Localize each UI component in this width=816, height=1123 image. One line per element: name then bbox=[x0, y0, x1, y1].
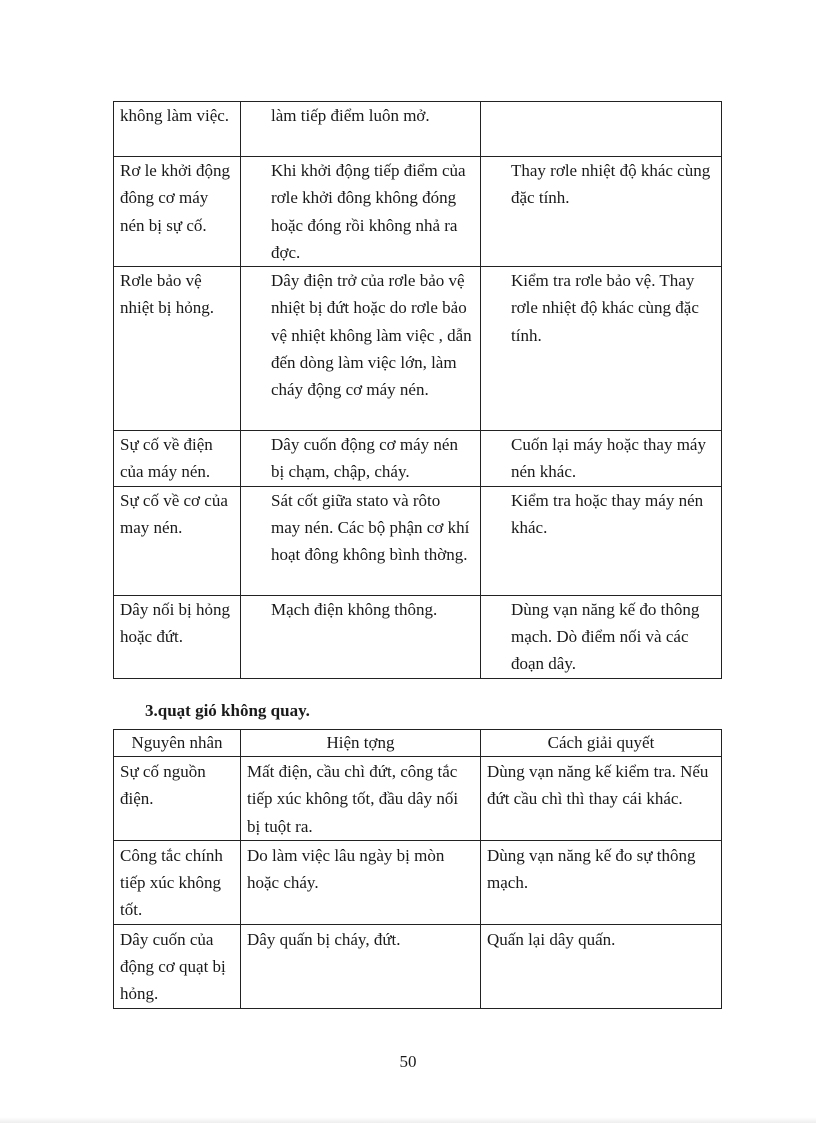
solution-cell: Kiểm tra hoặc thay máy nén khác. bbox=[481, 486, 722, 595]
solution-cell: Dùng vạn năng kế kiểm tra. Nếu đứt cầu chì thì thay cái khác. bbox=[481, 757, 722, 841]
cause-cell: Sự cố nguồn điện. bbox=[114, 757, 241, 841]
cause-cell: Công tắc chính tiếp xúc không tốt. bbox=[114, 840, 241, 924]
table-row bbox=[114, 924, 722, 1008]
symptom-cell: Do làm việc lâu ngày bị mòn hoặc cháy. bbox=[241, 840, 481, 924]
solution-cell: Quấn lại dây quấn. bbox=[481, 924, 722, 1008]
troubleshooting-table-fan bbox=[113, 729, 722, 1009]
table-row bbox=[114, 157, 722, 267]
symptom-cell: Khi khởi động tiếp điểm của rơle khởi đông không đóng hoặc đóng rồi không nhả ra đợc. bbox=[241, 157, 481, 267]
table-row bbox=[114, 757, 722, 841]
solution-cell: Dùng vạn năng kế đo sự thông mạch. bbox=[481, 840, 722, 924]
symptom-cell: Dây cuốn động cơ máy nén bị chạm, chập, cháy. bbox=[241, 431, 481, 487]
column-header-solution: Cách giải quyết bbox=[481, 730, 722, 757]
table-row bbox=[114, 840, 722, 924]
table-row bbox=[114, 595, 722, 678]
solution-cell: Cuốn lại máy hoặc thay máy nén khác. bbox=[481, 431, 722, 487]
page-bottom-edge bbox=[0, 1117, 816, 1123]
table-row bbox=[114, 267, 722, 431]
cause-cell: Sự cố về cơ của may nén. bbox=[114, 486, 241, 595]
column-header-symptom: Hiện tợng bbox=[241, 730, 481, 757]
cause-cell: Dây nối bị hỏng hoặc đứt. bbox=[114, 595, 241, 678]
symptom-cell: Mất điện, cầu chì đứt, công tắc tiếp xúc không tốt, đầu dây nối bị tuột ra. bbox=[241, 757, 481, 841]
cause-cell: Sự cố về điện của máy nén. bbox=[114, 431, 241, 487]
symptom-cell: Sát cốt giữa stato và rôto may nén. Các bộ phận cơ khí hoạt đông không bình thờng. bbox=[241, 486, 481, 595]
section-heading: 3.quạt gió không quay. bbox=[145, 701, 310, 720]
cause-cell: Rơ le khởi động đông cơ máy nén bị sự cố. bbox=[114, 157, 241, 267]
solution-cell bbox=[481, 102, 722, 157]
solution-cell: Dùng vạn năng kế đo thông mạch. Dò điểm nối và các đoạn dây. bbox=[481, 595, 722, 678]
table-header-row bbox=[114, 730, 722, 757]
cause-cell: không làm việc. bbox=[114, 102, 241, 157]
page-number: 50 bbox=[399, 1052, 417, 1071]
cause-cell: Rơle bảo vệ nhiệt bị hỏng. bbox=[114, 267, 241, 431]
table-row bbox=[114, 431, 722, 487]
symptom-cell: Dây điện trở của rơle bảo vệ nhiệt bị đứt hoặc do rơle bảo vệ nhiệt không làm việc , dẫn đến dòng làm việc lớn, làm cháy động cơ máy nén. bbox=[241, 267, 481, 431]
troubleshooting-table-compressor bbox=[113, 101, 722, 679]
column-header-cause: Nguyên nhân bbox=[114, 730, 241, 757]
table-row bbox=[114, 102, 722, 157]
table-row bbox=[114, 486, 722, 595]
solution-cell: Thay rơle nhiệt độ khác cùng đặc tính. bbox=[481, 157, 722, 267]
symptom-cell: Mạch điện không thông. bbox=[241, 595, 481, 678]
symptom-cell: làm tiếp điểm luôn mở. bbox=[241, 102, 481, 157]
solution-cell: Kiểm tra rơle bảo vệ. Thay rơle nhiệt độ khác cùng đặc tính. bbox=[481, 267, 722, 431]
cause-cell: Dây cuốn của động cơ quạt bị hỏng. bbox=[114, 924, 241, 1008]
symptom-cell: Dây quấn bị cháy, đứt. bbox=[241, 924, 481, 1008]
